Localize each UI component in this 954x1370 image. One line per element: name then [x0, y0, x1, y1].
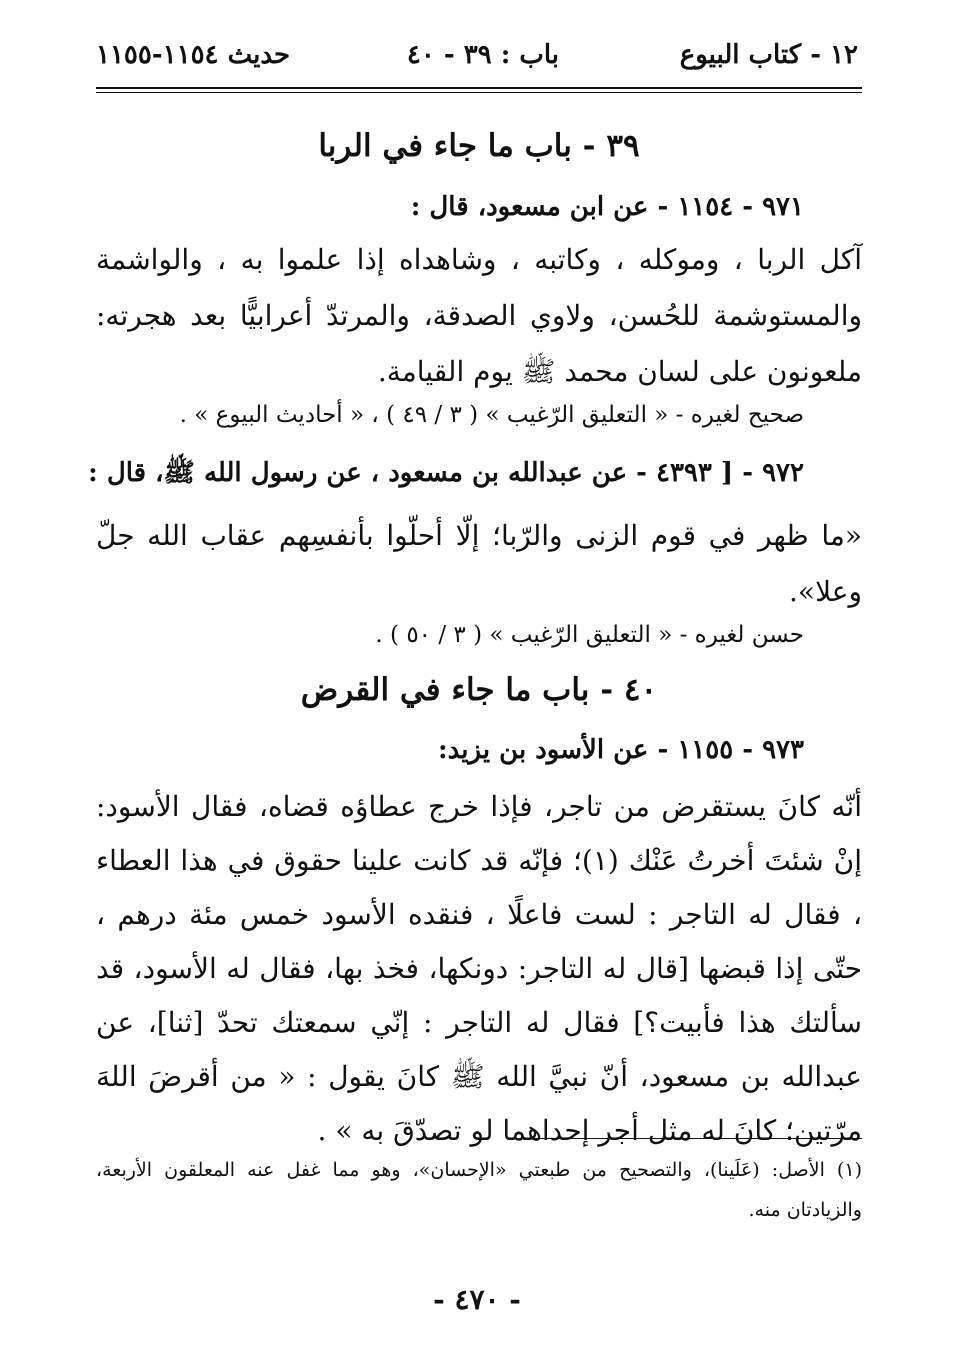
hadith-number: ٩٧٢ - [ ٤٣٩٣ - عن عبدالله بن مسعود ، عن رسول الله ﷺ، قال : [88, 458, 804, 488]
hadith-grading: صحيح لغيره - « التعليق الرّغيب » ( ٣ / ٤٩ ) ، « أحاديث البيوع » . [179, 402, 804, 428]
hadith-text: أنّه كانَ يستقرض من تاجر، فإذا خرج عطاؤه قضاه، فقال الأسود: إنْ شئتَ أخرتُ عَنْك (١)؛ فإنّه قد كانت علينا حقوق في هذا العطاء ، فقال له التاجر : لست فاعلًا ، فنقده الأسود خمس مئة درهم ، حتّى إذا قبضها [قال له التاجر: دونكها، فخذ بها، فقال له الأسود، قد سألتك هذا فأبيت؟] فقال له التاجر : إنّي سمعتك تحدّ [ثنا]، عن عبدالله بن مسعود، أنّ نبيَّ الله ﷺ كانَ يقول : « من أقرضَ اللهَ مرّتين؛ كانَ له مثل أجر إحداهما لو تصدّقَ به » . [96, 790, 863, 1147]
hadith-number: ٩٧٣ - ١١٥٥ - عن الأسود بن يزيد: [438, 735, 804, 765]
hadith-grading: حسن لغيره - « التعليق الرّغيب » ( ٣ / ٥٠ ) . [375, 622, 804, 648]
section-title: ٣٩ - باب ما جاء في الربا [318, 128, 640, 164]
hadith-text: آكل الربا ، وموكله ، وكاتبه ، وشاهداه إذا علموا به ، والواشمة والمستوشمة للحُسن، ولاوي الصدقة، والمرتدّ أعرابيًّا بعد هجرته: ملعونون على لسان محمد ﷺ يوم القيامة. [96, 243, 862, 388]
header-rule-thin [96, 92, 862, 93]
footnote: (١) الأصل: (عَلَينا)، والتصحيح من طبعتي «الإحسان»، وهو مما غفل عنه المعلقون الأربعة، والزيادتان منه. [96, 1159, 862, 1221]
header-book-title: ١٢ - كتاب البيوع [679, 40, 858, 70]
header-chapter-range: باب : ٣٩ - ٤٠ [406, 40, 559, 70]
header-hadith-range: حديث ١١٥٤-١١٥٥ [96, 40, 291, 70]
header-rule-thick [96, 87, 862, 89]
page-number: - ٤٧٠ - [433, 1283, 521, 1316]
section-title: ٤٠ - باب ما جاء في القرض [300, 672, 658, 708]
hadith-text: «ما ظهر في قوم الزنى والرّبا؛ إلّا أحلّوا بأنفسِهم عقاب الله جلّ وعلا». [96, 519, 862, 608]
hadith-number: ٩٧١ - ١١٥٤ - عن ابن مسعود، قال : [410, 192, 804, 222]
footnote-divider [522, 1138, 862, 1139]
